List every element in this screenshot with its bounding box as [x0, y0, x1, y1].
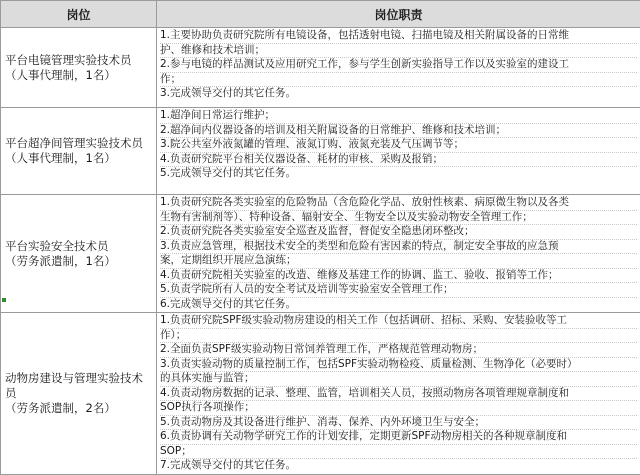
post-cell: [1, 195, 157, 313]
post-employment: （人事代理制，1名）: [5, 151, 152, 166]
post-cell: [1, 28, 157, 108]
duties-cell: [157, 195, 640, 313]
duty-line: SOP；: [160, 445, 637, 460]
duty-line: 护、维修和技术培训；: [160, 44, 637, 59]
duty-line: 1.超净间日常运行维护；: [160, 109, 637, 124]
duty-line: 生物有害制剂等）、特种设备、辐射安全、生物安全以及实验动物安全管理工作；: [160, 211, 637, 226]
duty-line: 5.负责学院所有人员的安全考试及培训等实验室安全管理工作；: [160, 283, 637, 298]
post-employment: （劳务派遣制，1名）: [5, 254, 152, 269]
cell-corner-mark: [2, 298, 6, 302]
duty-line: 5.负责动物房及其设备进行维护、消毒、保养、内外环境卫生与安全；: [160, 416, 637, 431]
duty-line: SOP执行各项操作；: [160, 401, 637, 416]
duty-line: 3.院公共室外液氮罐的管理、液氮订购、液氮充装及气压调节等；: [160, 138, 637, 153]
post-employment: （劳务派遣制，2名）: [5, 401, 152, 416]
duty-line: 3.负责实验动物的质量控制工作，包括SPF实验动物检疫、质量检测、生物净化（必要时）: [160, 358, 637, 373]
duties-cell: [157, 313, 640, 475]
duty-line: 作）；: [160, 329, 637, 344]
post-title: 平台实验安全技术员: [5, 239, 152, 254]
post-title: 动物房建设与管理实验技术员: [5, 371, 152, 401]
post-cell: [1, 108, 157, 195]
duties-cell: [157, 108, 640, 195]
duty-line: 4.负责研究院相关实验室的改造、维修及基建工作的协调、监工、验收、报销等工作；: [160, 269, 637, 284]
duty-line: 作；: [160, 73, 637, 88]
post-employment: （人事代理制，1名）: [5, 68, 152, 83]
header-post: 岗位: [1, 1, 157, 28]
duties-cell: [157, 28, 640, 108]
duty-line: 6.负责协调有关动物学研究工作的计划安排，定期更新SPF动物房相关的各种规章制度和: [160, 430, 637, 445]
duty-line: 5.完成领导交付的其它任务。: [160, 167, 637, 181]
duty-line: 2.参与电镜的样品测试及应用研究工作，参与学生创新实验指导工作以及实验室的建设工: [160, 58, 637, 73]
post-title: 平台超净间管理实验技术员: [5, 136, 152, 151]
duty-line: 4.负责动物房数据的记录、整理、监管，培训相关人员，按照动物房各项管理规章制度和: [160, 387, 637, 402]
duty-line: 2.全面负责SPF级实验动物日常饲养管理工作，严格规范管理动物房；: [160, 343, 637, 358]
duty-line: 1.负责研究院SPF级实验动物房建设的相关工作（包括调研、招标、采购、安装验收等工: [160, 314, 637, 329]
duty-line: 2.负责研究院各类实验室安全巡查及监督，督促安全隐患闭环整改；: [160, 225, 637, 240]
table-row: [1, 195, 640, 313]
duty-line: 1.主要协助负责研究院所有电镜设备，包括透射电镜、扫描电镜及相关附属设备的日常维: [160, 29, 637, 44]
duty-line: 案，定期组织开展应急演练；: [160, 254, 637, 269]
duty-line: 6.完成领导交付的其它任务。: [160, 298, 637, 312]
duty-line: 3.负责应急管理，根据技术安全的类型和危险有害因素的特点，制定安全事故的应急预: [160, 240, 637, 255]
duty-line: 2.超净间内仪器设备的培训及相关附属设备的日常维护、维修和技术培训；: [160, 124, 637, 139]
table-row: [1, 313, 640, 475]
header-duties: 岗位职责: [157, 1, 640, 28]
table-row: [1, 108, 640, 195]
post-title: 平台电镜管理实验技术员: [5, 53, 152, 68]
duty-line: 7.完成领导交付的其它任务。: [160, 459, 637, 473]
duty-line: 1.负责研究院各类实验室的危险物品（含危险化学品、放射性核素、病原微生物以及各类: [160, 196, 637, 211]
table-row: [1, 28, 640, 108]
post-cell: [1, 313, 157, 475]
duty-line: 3.完成领导交付的其它任务。: [160, 87, 637, 101]
header-row: [1, 1, 640, 28]
duty-line: 的具体实施与监管；: [160, 372, 637, 387]
duty-line: 4.负责研究院平台相关仪器设备、耗材的审核、采购及报销；: [160, 153, 637, 168]
